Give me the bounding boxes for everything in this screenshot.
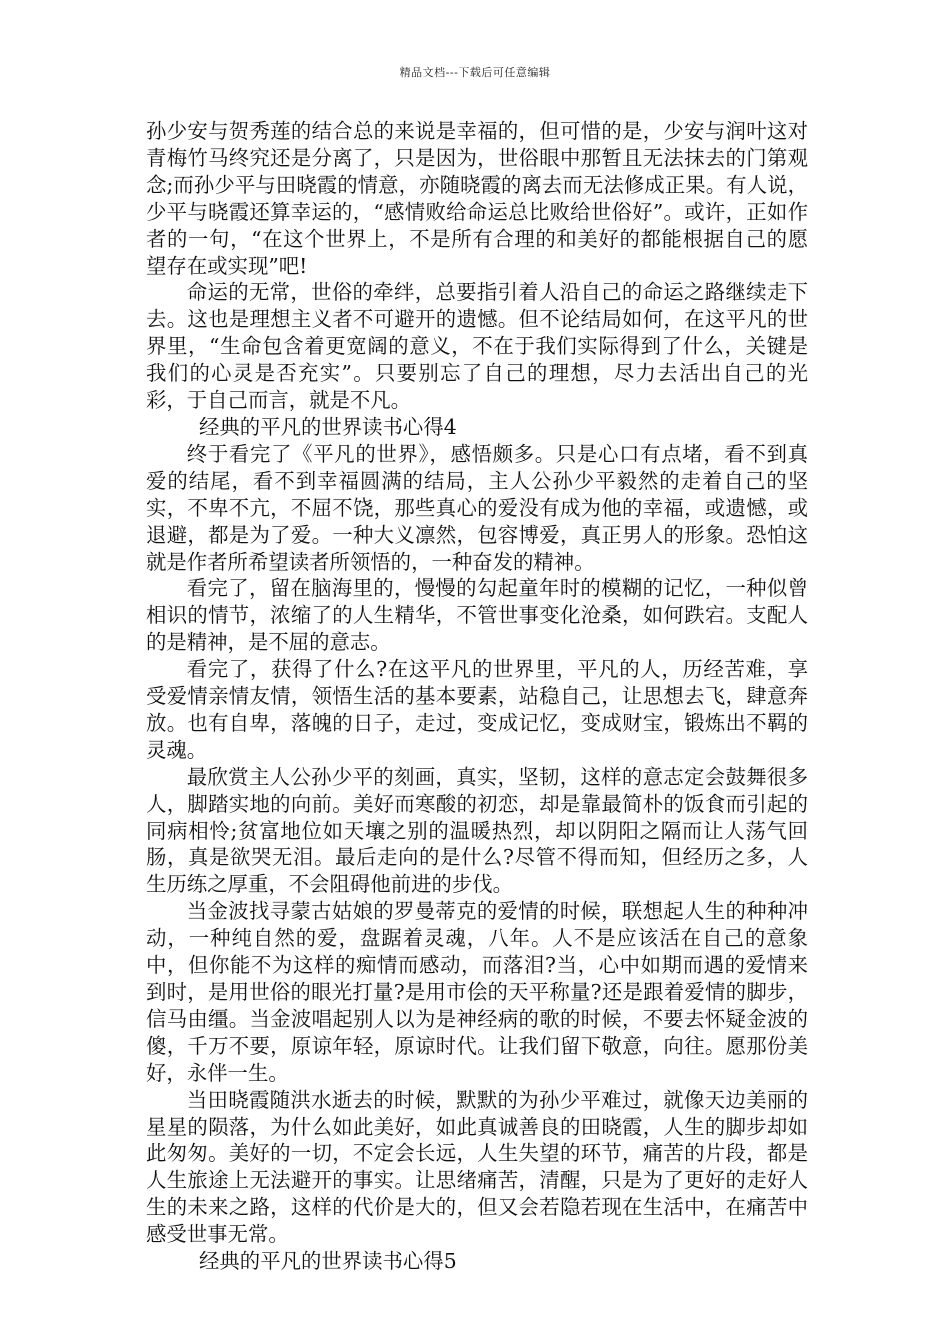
paragraph: 命运的无常，世俗的牵绊，总要指引着人沿自己的命运之路继续走下去。这也是理想主义者不可避开的遗憾。但不论结局如何，在这平凡的世界里，“生命包含着更宽阔的意义，不在于我们实际得到了什么，关键是我们的心灵是否充实”。只要别忘了自己的理想，尽力去活出自己的光彩，于自己而言，就是不凡。 [146, 280, 808, 413]
paragraph: 当田晓霞随洪水逝去的时候，默默的为孙少平难过，就像天边美丽的星星的陨落，为什么如此美好，如此真诚善良的田晓霞，人生的脚步却如此匆匆。美好的一切，不定会长远，人生失望的环节，痛苦的片段，都是人生旅途上无法避开的事实。让思绪痛苦，清醒，只是为了更好的走好人生的未来之路，这样的代价是大的，但又会若隐若现在生活中，在痛苦中感受世事无常。 [146, 1087, 808, 1247]
paragraph: 看完了，留在脑海里的，慢慢的勾起童年时的模糊的记忆，一种似曾相识的情节，浓缩了的人生精华，不管世事变化沧桑，如何跌宕。支配人的是精神，是不屈的意志。 [146, 576, 808, 655]
paragraph: 孙少安与贺秀莲的结合总的来说是幸福的，但可惜的是，少安与润叶这对青梅竹马终究还是分离了，只是因为，世俗眼中那暂且无法抹去的门第观念;而孙少平与田晓霞的情意，亦随晓霞的离去而无法修成正果。有人说，少平与晓霞还算幸运的，“感情败给命运总比败给世俗好”。或许，正如作者的一句，“在这个世界上，不是所有合理的和美好的都能根据自己的愿望存在或实现”吧! [146, 119, 808, 278]
section-heading: 经典的平凡的世界读书心得5 [199, 1249, 457, 1274]
paragraph: 看完了，获得了什么?在这平凡的世界里，平凡的人，历经苦难，享受爱情亲情友情，领悟生活的基本要素，站稳自己，让思想去飞，肆意奔放。也有自卑，落魄的日子，走过，变成记忆，变成财宝，锻炼出不羁的灵魂。 [146, 657, 808, 762]
paragraph: 最欣赏主人公孙少平的刻画，真实，坚韧，这样的意志定会鼓舞很多人，脚踏实地的向前。美好而寒酸的初恋，却是靠最简朴的饭食而引起的同病相怜;贫富地位如天壤之别的温暖热烈，却以阴阳之隔而让人荡气回肠，真是欲哭无泪。最后走向的是什么?尽管不得而知，但经历之多，人生历练之厚重，不会阻碍他前进的步伐。 [146, 764, 808, 897]
document-body [146, 118, 808, 1275]
section-heading: 经典的平凡的世界读书心得4 [199, 414, 457, 439]
page-header: 精品文档---下载后可任意编辑 [399, 66, 551, 79]
paragraph: 终于看完了《平凡的世界》，感悟颇多。只是心口有点堵，看不到真爱的结尾，看不到幸福圆满的结局，主人公孙少平毅然的走着自己的坚实，不卑不亢，不屈不饶，那些真心的爱没有成为他的幸福，或遗憾，或退避，都是为了爱。一种大义凛然，包容博爱，真正男人的形象。恐怕这就是作者所希望读者所领悟的，一种奋发的精神。 [146, 441, 808, 574]
paragraph: 当金波找寻蒙古姑娘的罗曼蒂克的爱情的时候，联想起人生的种种冲动，一种纯自然的爱，盘踞着灵魂，八年。人不是应该活在自己的意象中，但你能不为这样的痴情而感动，而落泪?当，心中如期而遇的爱情来到时，是用世俗的眼光打量?是用市侩的天平称量?还是跟着爱情的脚步，信马由缰。当金波唱起别人以为是神经病的歌的时候，不要去怀疑金波的傻，千万不要，原谅年轻，原谅时代。让我们留下敬意，向往。愿那份美好，永伴一生。 [146, 899, 808, 1085]
